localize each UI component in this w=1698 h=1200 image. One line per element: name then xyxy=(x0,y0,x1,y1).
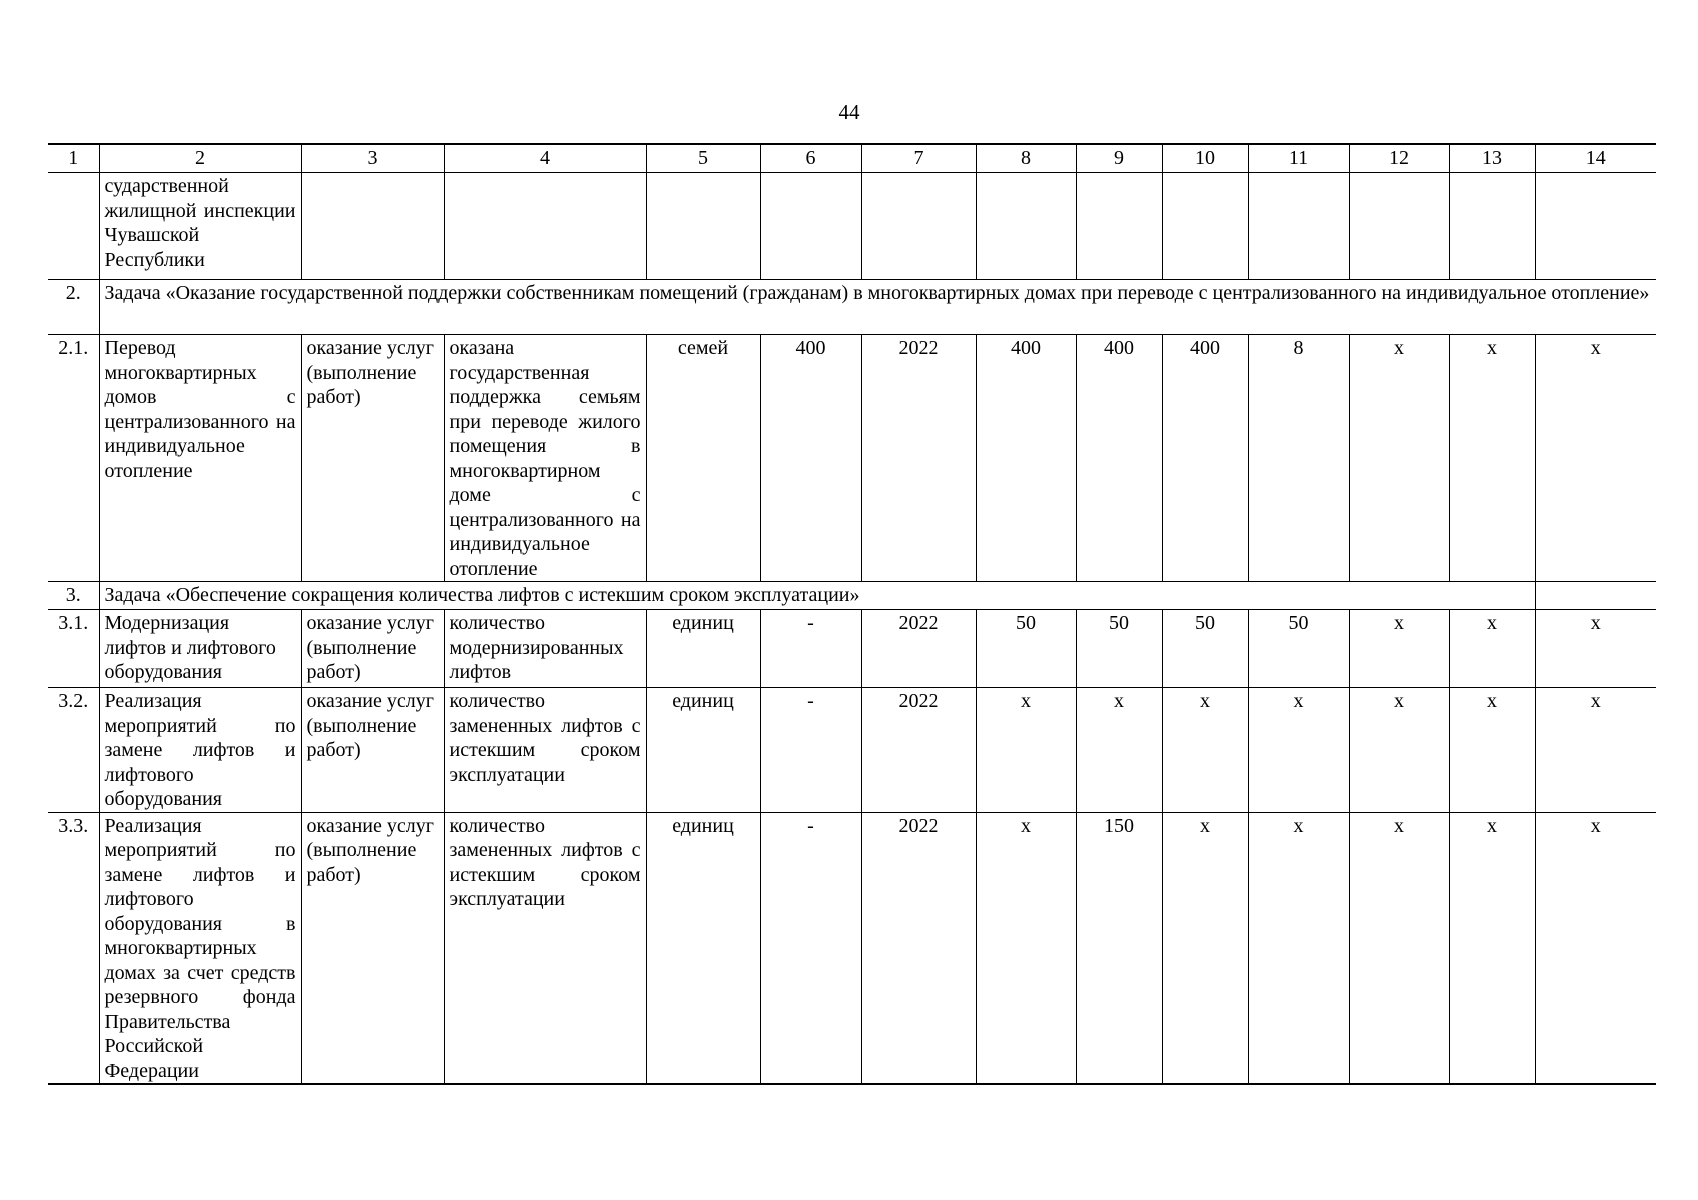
value-cell: 50 xyxy=(976,610,1076,688)
value-cell: х xyxy=(1162,688,1248,813)
column-number: 2 xyxy=(99,144,301,173)
table-row xyxy=(48,812,1656,1084)
column-number: 4 xyxy=(444,144,646,173)
row-number: 3.2. xyxy=(48,688,99,813)
targets-table xyxy=(48,143,1656,1085)
table-cell xyxy=(1076,173,1162,280)
column-number: 11 xyxy=(1248,144,1349,173)
value-cell: х xyxy=(976,688,1076,813)
value-cell: х xyxy=(1349,688,1449,813)
column-number: 12 xyxy=(1349,144,1449,173)
value-cell: х xyxy=(1535,688,1656,813)
table-cell xyxy=(1535,582,1656,610)
value-cell: 150 xyxy=(1076,812,1162,1084)
value-cell: 400 xyxy=(1162,335,1248,582)
column-number: 1 xyxy=(48,144,99,173)
column-number: 13 xyxy=(1449,144,1535,173)
value-cell: х xyxy=(1535,335,1656,582)
value-cell: х xyxy=(1349,335,1449,582)
value-cell: 400 xyxy=(1076,335,1162,582)
value-cell: х xyxy=(1076,688,1162,813)
table-cell xyxy=(1162,173,1248,280)
value-cell: х xyxy=(1349,812,1449,1084)
event-name-cell: Модернизация лифтов и лифтового оборудования xyxy=(99,610,301,688)
value-cell: х xyxy=(1535,812,1656,1084)
table-cell xyxy=(48,173,99,280)
row-number: 3.1. xyxy=(48,610,99,688)
unit-cell: единиц xyxy=(646,812,760,1084)
row-number: 3.3. xyxy=(48,812,99,1084)
value-cell: 50 xyxy=(1076,610,1162,688)
table-cell xyxy=(1535,173,1656,280)
column-number-row xyxy=(48,144,1656,173)
table-cell xyxy=(976,173,1076,280)
value-cell: х xyxy=(1449,610,1535,688)
task-title: Задача «Оказание государственной поддержки собственникам помещений (гражданам) в многоквартирных домах при переводе с централизованного на индивидуальное отопление» xyxy=(99,280,1656,335)
unit-cell: единиц xyxy=(646,688,760,813)
column-number: 3 xyxy=(301,144,444,173)
column-number: 8 xyxy=(976,144,1076,173)
task-row xyxy=(48,280,1656,335)
event-name-cell: Реализация мероприятий по замене лифтов и лифтового оборудования xyxy=(99,688,301,813)
value-cell: х xyxy=(1162,812,1248,1084)
indicator-cell: количество модернизированных лифтов xyxy=(444,610,646,688)
value-cell: - xyxy=(760,688,861,813)
table-cell xyxy=(1449,173,1535,280)
value-cell: - xyxy=(760,610,861,688)
table-cell: сударственной жилищной инспекции Чувашской Республики xyxy=(99,173,301,280)
value-cell: 400 xyxy=(976,335,1076,582)
column-number: 9 xyxy=(1076,144,1162,173)
event-name-cell: Реализация мероприятий по замене лифтов и лифтового оборудования в многоквартирных домах за счет средств резервного фонда Правительства Российской Федерации xyxy=(99,812,301,1084)
value-cell: х xyxy=(976,812,1076,1084)
event-name-cell: Перевод многоквартирных домов с централизованного на индивидуальное отопление xyxy=(99,335,301,582)
year-cell: 2022 xyxy=(861,812,976,1084)
table-cell xyxy=(301,173,444,280)
unit-cell: семей xyxy=(646,335,760,582)
value-cell: х xyxy=(1449,812,1535,1084)
task-number: 3. xyxy=(48,582,99,610)
service-type-cell: оказание услуг (выполнение работ) xyxy=(301,335,444,582)
value-cell: 8 xyxy=(1248,335,1349,582)
service-type-cell: оказание услуг (выполнение работ) xyxy=(301,812,444,1084)
year-cell: 2022 xyxy=(861,335,976,582)
value-cell: х xyxy=(1248,812,1349,1084)
indicator-cell: количество замененных лифтов с истекшим сроком эксплуатации xyxy=(444,812,646,1084)
column-number: 6 xyxy=(760,144,861,173)
table-cell xyxy=(1248,173,1349,280)
value-cell: х xyxy=(1449,335,1535,582)
page-number: 44 xyxy=(838,100,860,124)
table-row xyxy=(48,688,1656,813)
value-cell: х xyxy=(1449,688,1535,813)
column-number: 10 xyxy=(1162,144,1248,173)
column-number: 14 xyxy=(1535,144,1656,173)
year-cell: 2022 xyxy=(861,688,976,813)
value-cell: 50 xyxy=(1248,610,1349,688)
task-row xyxy=(48,582,1656,610)
table-cell xyxy=(760,173,861,280)
value-cell: 50 xyxy=(1162,610,1248,688)
value-cell: - xyxy=(760,812,861,1084)
service-type-cell: оказание услуг (выполнение работ) xyxy=(301,610,444,688)
table-cell xyxy=(646,173,760,280)
row-number: 2.1. xyxy=(48,335,99,582)
table-cell xyxy=(861,173,976,280)
task-title: Задача «Обеспечение сокращения количества лифтов с истекшим сроком эксплуатации» xyxy=(99,582,1535,610)
value-cell: х xyxy=(1535,610,1656,688)
table-cell xyxy=(1349,173,1449,280)
table-row xyxy=(48,173,1656,280)
table-cell xyxy=(444,173,646,280)
value-cell: 400 xyxy=(760,335,861,582)
column-number: 7 xyxy=(861,144,976,173)
service-type-cell: оказание услуг (выполнение работ) xyxy=(301,688,444,813)
table-row xyxy=(48,610,1656,688)
indicator-cell: оказана государственная поддержка семьям при переводе жилого помещения в многоквартирном доме с централизованного на индивидуальное отопление xyxy=(444,335,646,582)
value-cell: х xyxy=(1248,688,1349,813)
year-cell: 2022 xyxy=(861,610,976,688)
column-number: 5 xyxy=(646,144,760,173)
value-cell: х xyxy=(1349,610,1449,688)
table-row xyxy=(48,335,1656,582)
unit-cell: единиц xyxy=(646,610,760,688)
indicator-cell: количество замененных лифтов с истекшим сроком эксплуатации xyxy=(444,688,646,813)
task-number: 2. xyxy=(48,280,99,335)
